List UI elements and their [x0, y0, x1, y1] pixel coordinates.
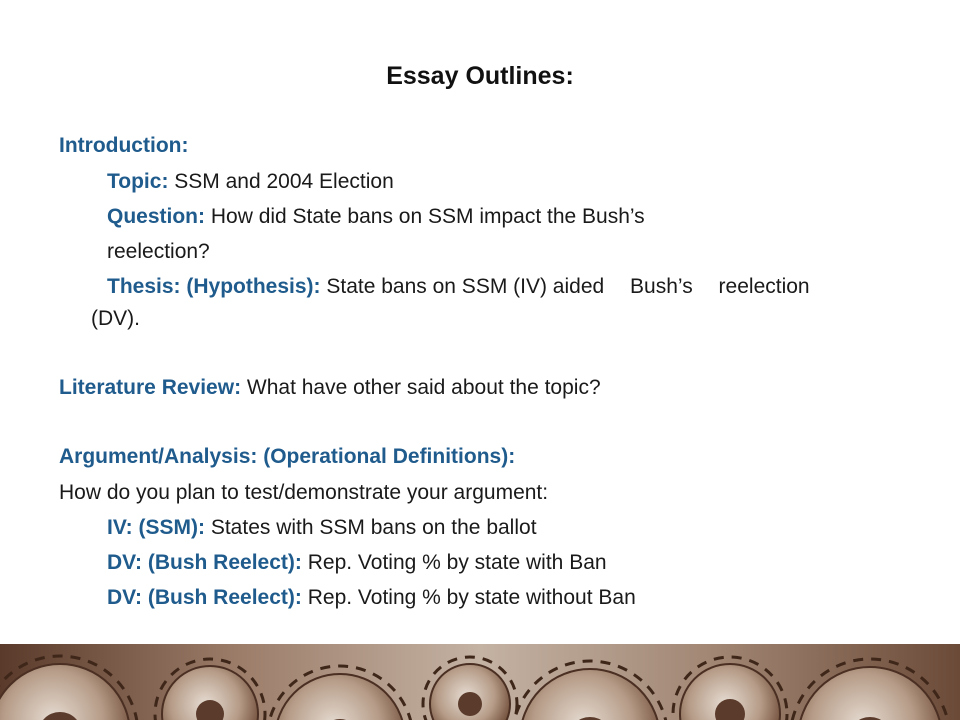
topic-label: Topic:	[107, 170, 169, 193]
thesis-text-cont: (DV).	[91, 307, 140, 330]
gears-icon	[0, 644, 960, 720]
argument-item-text: Rep. Voting % by state without Ban	[307, 586, 636, 609]
argument-item-label: IV: (SSM):	[107, 516, 205, 539]
topic-text: SSM and 2004 Election	[174, 170, 394, 193]
argument-intro-text: How do you plan to test/demonstrate your argument:	[59, 481, 549, 504]
question-line-2	[107, 239, 210, 265]
question-label: Question:	[107, 205, 205, 228]
thesis-text-1: State bans on SSM (IV) aided	[326, 275, 605, 298]
question-text-cont: reelection?	[107, 240, 210, 263]
argument-item-label: DV: (Bush Reelect):	[107, 551, 302, 574]
question-line	[107, 204, 645, 230]
thesis-line	[107, 274, 810, 300]
argument-item-text: States with SSM bans on the ballot	[210, 516, 537, 539]
literature-review-text: What have other said about the topic?	[246, 376, 601, 399]
gears-decoration	[0, 644, 960, 720]
question-text: How did State bans on SSM impact the Bush’s	[210, 205, 645, 228]
argument-intro	[59, 480, 548, 506]
argument-label: Argument/Analysis: (Operational Definitions):	[59, 445, 516, 468]
thesis-label: Thesis: (Hypothesis):	[107, 275, 321, 298]
argument-item	[107, 550, 607, 576]
argument-item	[107, 585, 636, 611]
thesis-line-2	[91, 306, 140, 332]
introduction-label: Introduction:	[59, 134, 189, 157]
argument-item	[107, 515, 537, 541]
thesis-text-2: Bush’s	[630, 275, 693, 298]
thesis-text-3: reelection	[718, 275, 810, 298]
introduction-heading	[59, 133, 188, 159]
literature-review-line	[59, 375, 601, 401]
topic-line	[107, 169, 394, 195]
literature-review-label: Literature Review:	[59, 376, 242, 399]
argument-heading	[59, 444, 515, 470]
argument-item-text: Rep. Voting % by state with Ban	[307, 551, 607, 574]
slide-title: Essay Outlines:	[386, 62, 574, 90]
argument-item-label: DV: (Bush Reelect):	[107, 586, 302, 609]
